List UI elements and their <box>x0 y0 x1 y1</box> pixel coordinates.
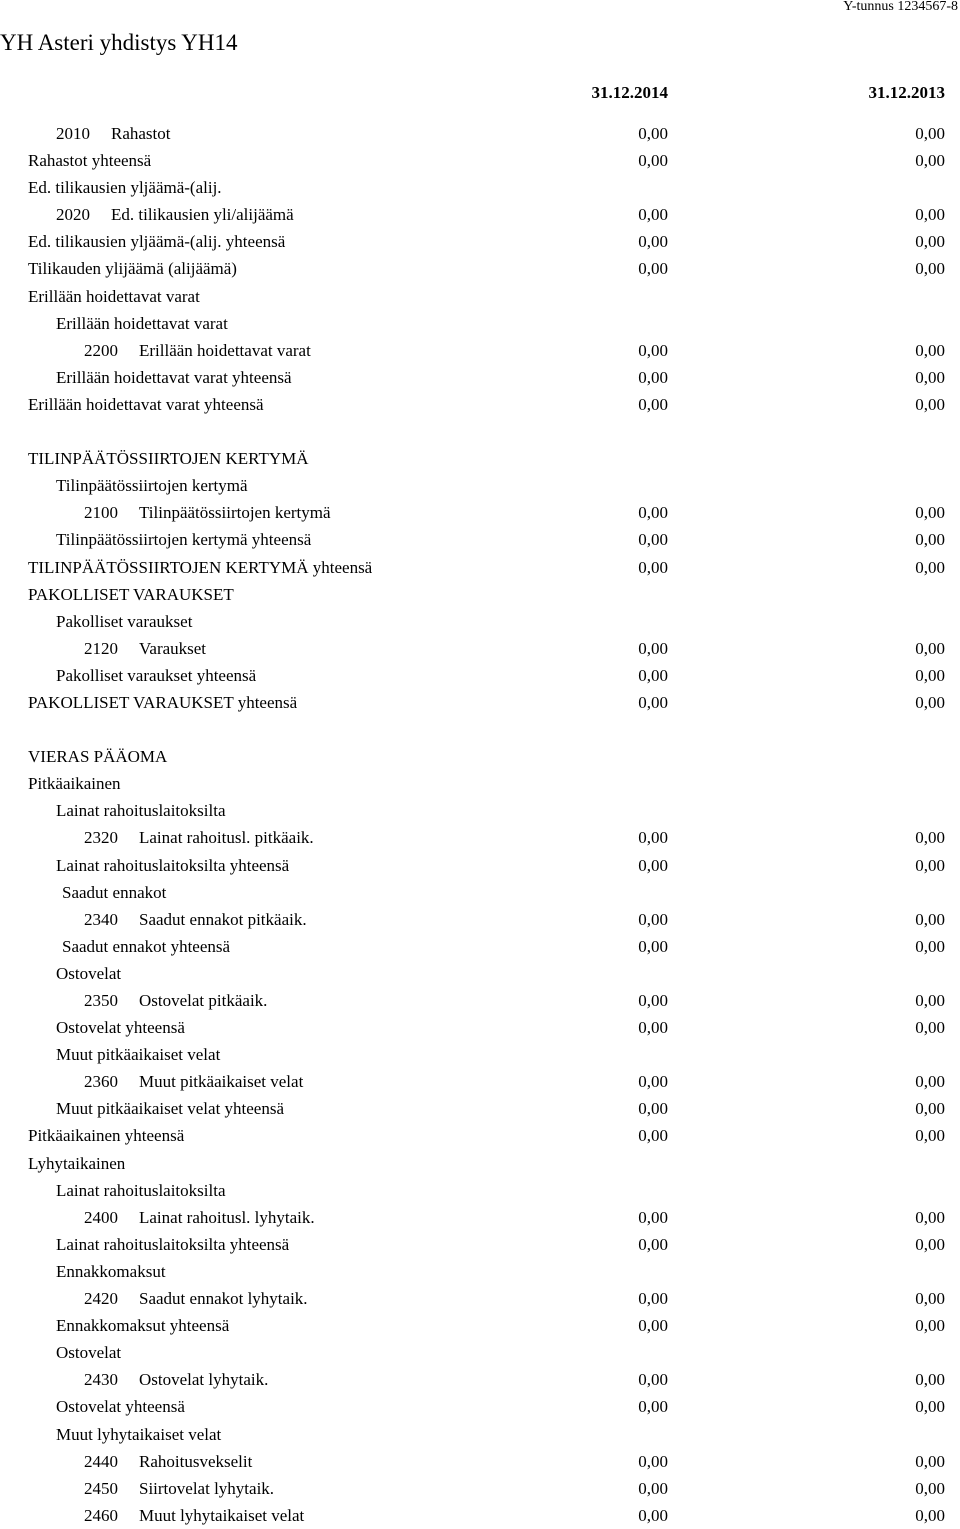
row-label: Tilinpäätössiirtojen kertymä <box>56 476 248 496</box>
table-row <box>0 770 960 797</box>
account-code: 2100 <box>84 503 118 523</box>
row-label: Ed. tilikausien yljäämä-(alij. <box>28 178 222 198</box>
account-label: Ostovelat pitkäaik. <box>139 991 268 1010</box>
account-code: 2400 <box>84 1207 118 1227</box>
value-2013: 0,00 <box>915 638 945 658</box>
account-code: 2420 <box>84 1289 118 1309</box>
row-label: Tilinpäätössiirtojen kertymä yhteensä <box>56 530 312 550</box>
value-2013: 0,00 <box>915 503 945 523</box>
value-2014: 0,00 <box>638 340 668 360</box>
value-2014: 0,00 <box>638 151 668 171</box>
value-2014: 0,00 <box>638 1505 668 1525</box>
value-2013: 0,00 <box>915 1370 945 1390</box>
value-2014: 0,00 <box>638 503 668 523</box>
row-label: Lainat rahoituslaitoksilta yhteensä <box>56 855 290 875</box>
table-row <box>0 1095 960 1122</box>
row-label: PAKOLLISET VARAUKSET <box>28 584 234 604</box>
row-label: Pakolliset varaukset yhteensä <box>56 665 257 685</box>
value-2013: 0,00 <box>915 1478 945 1498</box>
table-row <box>0 689 960 716</box>
table-row <box>0 391 960 418</box>
table-row <box>0 608 960 635</box>
value-2013: 0,00 <box>915 394 945 414</box>
value-2013: 0,00 <box>915 151 945 171</box>
value-2013: 0,00 <box>915 936 945 956</box>
account-label: Lainat rahoitusl. pitkäaik. <box>139 828 314 848</box>
business-id: Y-tunnus 1234567-8 <box>843 0 958 14</box>
value-2013: 0,00 <box>915 1505 945 1525</box>
value-2014: 0,00 <box>638 1316 668 1336</box>
table-row <box>0 1014 960 1041</box>
value-2014: 0,00 <box>638 1126 668 1146</box>
row-label: VIERAS PÄÄOMA <box>28 747 168 767</box>
row-label: Lainat rahoituslaitoksilta yhteensä <box>56 1234 290 1254</box>
row-label: Pakolliset varaukset <box>56 611 193 631</box>
value-2014: 0,00 <box>638 1289 668 1309</box>
account-label: Ostovelat lyhytaik. <box>139 1370 269 1390</box>
table-row <box>0 960 960 987</box>
table-row <box>0 1122 960 1149</box>
account-label: Rahoitusvekselit <box>139 1451 253 1471</box>
account-code: 2120 <box>84 638 118 658</box>
row-label: Saadut ennakot yhteensä <box>62 936 231 956</box>
value-2013: 0,00 <box>915 909 945 929</box>
row-label: TILINPÄÄTÖSSIIRTOJEN KERTYMÄ <box>28 449 309 469</box>
row-label: Erillään hoidettavat varat <box>28 286 200 306</box>
account-code: 2340 <box>84 909 118 929</box>
table-row <box>0 472 960 499</box>
value-2013: 0,00 <box>915 530 945 550</box>
table-row <box>0 310 960 337</box>
row-label: Ostovelat yhteensä <box>56 1018 185 1038</box>
table-row <box>0 364 960 391</box>
column-header-2014: 31.12.2014 <box>591 83 668 102</box>
value-2014: 0,00 <box>638 557 668 577</box>
account-code: 2450 <box>84 1478 118 1498</box>
row-label: Tilikauden ylijäämä (alijäämä) <box>28 259 237 279</box>
value-2014: 0,00 <box>638 692 668 712</box>
table-row <box>0 174 960 201</box>
row-label: TILINPÄÄTÖSSIIRTOJEN KERTYMÄ yhteensä <box>28 557 373 577</box>
table-row <box>0 1448 960 1475</box>
value-2013: 0,00 <box>915 340 945 360</box>
table-row <box>0 554 960 581</box>
table-row <box>0 824 960 851</box>
account-label: Rahastot <box>111 124 171 143</box>
value-2013: 0,00 <box>915 1072 945 1092</box>
account-label: Erillään hoidettavat varat <box>139 340 311 360</box>
table-row <box>0 1068 960 1095</box>
account-code: 2320 <box>84 828 118 848</box>
value-2013: 0,00 <box>915 1397 945 1417</box>
row-label: Lainat rahoituslaitoksilta <box>56 801 226 821</box>
value-2014: 0,00 <box>638 259 668 279</box>
account-label: Varaukset <box>139 638 207 658</box>
value-2014: 0,00 <box>638 1397 668 1417</box>
row-label: Rahastot yhteensä <box>28 151 152 171</box>
table-row <box>0 147 960 174</box>
value-2014: 0,00 <box>638 638 668 658</box>
row-label: Ed. tilikausien yljäämä-(alij. yhteensä <box>28 232 286 252</box>
row-label: Ostovelat <box>56 1343 122 1363</box>
value-2014: 0,00 <box>638 909 668 929</box>
row-label: Lainat rahoituslaitoksilta <box>56 1180 226 1200</box>
account-label: Tilinpäätössiirtojen kertymä <box>139 503 331 523</box>
value-2014: 0,00 <box>638 828 668 848</box>
value-2014: 0,00 <box>638 1234 668 1254</box>
value-2014: 0,00 <box>638 991 668 1010</box>
row-label: Muut pitkäaikaiset velat <box>56 1045 221 1065</box>
value-2013: 0,00 <box>915 665 945 685</box>
row-label: Ennakkomaksut yhteensä <box>56 1316 230 1336</box>
table-row <box>0 1285 960 1312</box>
table-row <box>0 1475 960 1502</box>
row-label: Erillään hoidettavat varat <box>56 313 228 333</box>
value-2013: 0,00 <box>915 557 945 577</box>
value-2014: 0,00 <box>638 1072 668 1092</box>
value-2014: 0,00 <box>638 1370 668 1390</box>
value-2013: 0,00 <box>915 1099 945 1119</box>
value-2013: 0,00 <box>915 1289 945 1309</box>
value-2013: 0,00 <box>915 991 945 1010</box>
row-label: Saadut ennakot <box>62 882 167 902</box>
table-row <box>0 581 960 608</box>
row-label: Lyhytaikainen <box>28 1153 126 1173</box>
value-2014: 0,00 <box>638 855 668 875</box>
table-row <box>0 120 960 147</box>
table-row <box>0 1231 960 1258</box>
value-2014: 0,00 <box>638 394 668 414</box>
value-2013: 0,00 <box>915 828 945 848</box>
table-row <box>0 1393 960 1420</box>
row-label: Muut pitkäaikaiset velat yhteensä <box>56 1099 285 1119</box>
value-2013: 0,00 <box>915 1234 945 1254</box>
table-row <box>0 1150 960 1177</box>
table-row <box>0 1204 960 1231</box>
value-2014: 0,00 <box>638 124 668 143</box>
table-row <box>0 228 960 255</box>
row-label: Erillään hoidettavat varat yhteensä <box>56 367 292 387</box>
spacer-row <box>0 716 960 743</box>
table-row <box>0 662 960 689</box>
table-row <box>0 445 960 472</box>
spacer-row <box>0 418 960 445</box>
account-code: 2350 <box>84 991 118 1010</box>
table-row <box>0 526 960 553</box>
value-2013: 0,00 <box>915 367 945 387</box>
row-label: Ostovelat yhteensä <box>56 1397 185 1417</box>
account-label: Saadut ennakot lyhytaik. <box>139 1289 308 1309</box>
value-2014: 0,00 <box>638 1451 668 1471</box>
table-row <box>0 1258 960 1285</box>
value-2014: 0,00 <box>638 936 668 956</box>
company-name: YH Asteri yhdistys YH14 <box>0 30 238 55</box>
table-row <box>0 201 960 228</box>
value-2014: 0,00 <box>638 1207 668 1227</box>
value-2014: 0,00 <box>638 1099 668 1119</box>
value-2013: 0,00 <box>915 205 945 225</box>
account-label: Muut pitkäaikaiset velat <box>139 1072 304 1092</box>
account-code: 2360 <box>84 1072 118 1092</box>
value-2013: 0,00 <box>915 259 945 279</box>
value-2013: 0,00 <box>915 1207 945 1227</box>
row-label: Ostovelat <box>56 963 122 983</box>
row-label: PAKOLLISET VARAUKSET yhteensä <box>28 692 298 712</box>
table-row <box>0 797 960 824</box>
row-label: Pitkäaikainen yhteensä <box>28 1126 185 1146</box>
value-2013: 0,00 <box>915 232 945 252</box>
column-header-2013: 31.12.2013 <box>868 83 945 102</box>
value-2013: 0,00 <box>915 1126 945 1146</box>
value-2013: 0,00 <box>915 1018 945 1038</box>
value-2013: 0,00 <box>915 1316 945 1336</box>
value-2014: 0,00 <box>638 367 668 387</box>
table-row <box>0 933 960 960</box>
table-row <box>0 1312 960 1339</box>
account-code: 2430 <box>84 1370 118 1390</box>
account-code: 2200 <box>84 340 118 360</box>
value-2014: 0,00 <box>638 1478 668 1498</box>
account-label: Lainat rahoitusl. lyhytaik. <box>139 1207 315 1227</box>
table-row <box>0 743 960 770</box>
table-row <box>0 1041 960 1068</box>
account-code: 2020 <box>56 205 90 225</box>
row-label: Ennakkomaksut <box>56 1261 166 1281</box>
table-row <box>0 879 960 906</box>
value-2013: 0,00 <box>915 124 945 143</box>
value-2014: 0,00 <box>638 665 668 685</box>
account-code: 2460 <box>84 1505 118 1525</box>
value-2014: 0,00 <box>638 1018 668 1038</box>
account-label: Saadut ennakot pitkäaik. <box>139 909 307 929</box>
table-row <box>0 906 960 933</box>
table-row <box>0 255 960 282</box>
table-row <box>0 852 960 879</box>
balance-sheet-rows <box>0 120 960 1529</box>
table-row <box>0 635 960 662</box>
value-2013: 0,00 <box>915 855 945 875</box>
row-label: Erillään hoidettavat varat yhteensä <box>28 394 264 414</box>
table-row <box>0 1421 960 1448</box>
table-row <box>0 987 960 1014</box>
table-row <box>0 1177 960 1204</box>
row-label: Muut lyhytaikaiset velat <box>56 1424 222 1444</box>
value-2014: 0,00 <box>638 530 668 550</box>
value-2014: 0,00 <box>638 205 668 225</box>
row-label: Pitkäaikainen <box>28 774 121 794</box>
value-2013: 0,00 <box>915 692 945 712</box>
value-2014: 0,00 <box>638 232 668 252</box>
table-row <box>0 337 960 364</box>
value-2013: 0,00 <box>915 1451 945 1471</box>
table-row <box>0 1339 960 1366</box>
table-row <box>0 499 960 526</box>
account-label: Siirtovelat lyhytaik. <box>139 1478 275 1498</box>
account-code: 2010 <box>56 124 90 143</box>
table-row <box>0 283 960 310</box>
account-label: Muut lyhytaikaiset velat <box>139 1505 305 1525</box>
table-row <box>0 1366 960 1393</box>
account-label: Ed. tilikausien yli/alijäämä <box>111 205 294 225</box>
account-code: 2440 <box>84 1451 118 1471</box>
